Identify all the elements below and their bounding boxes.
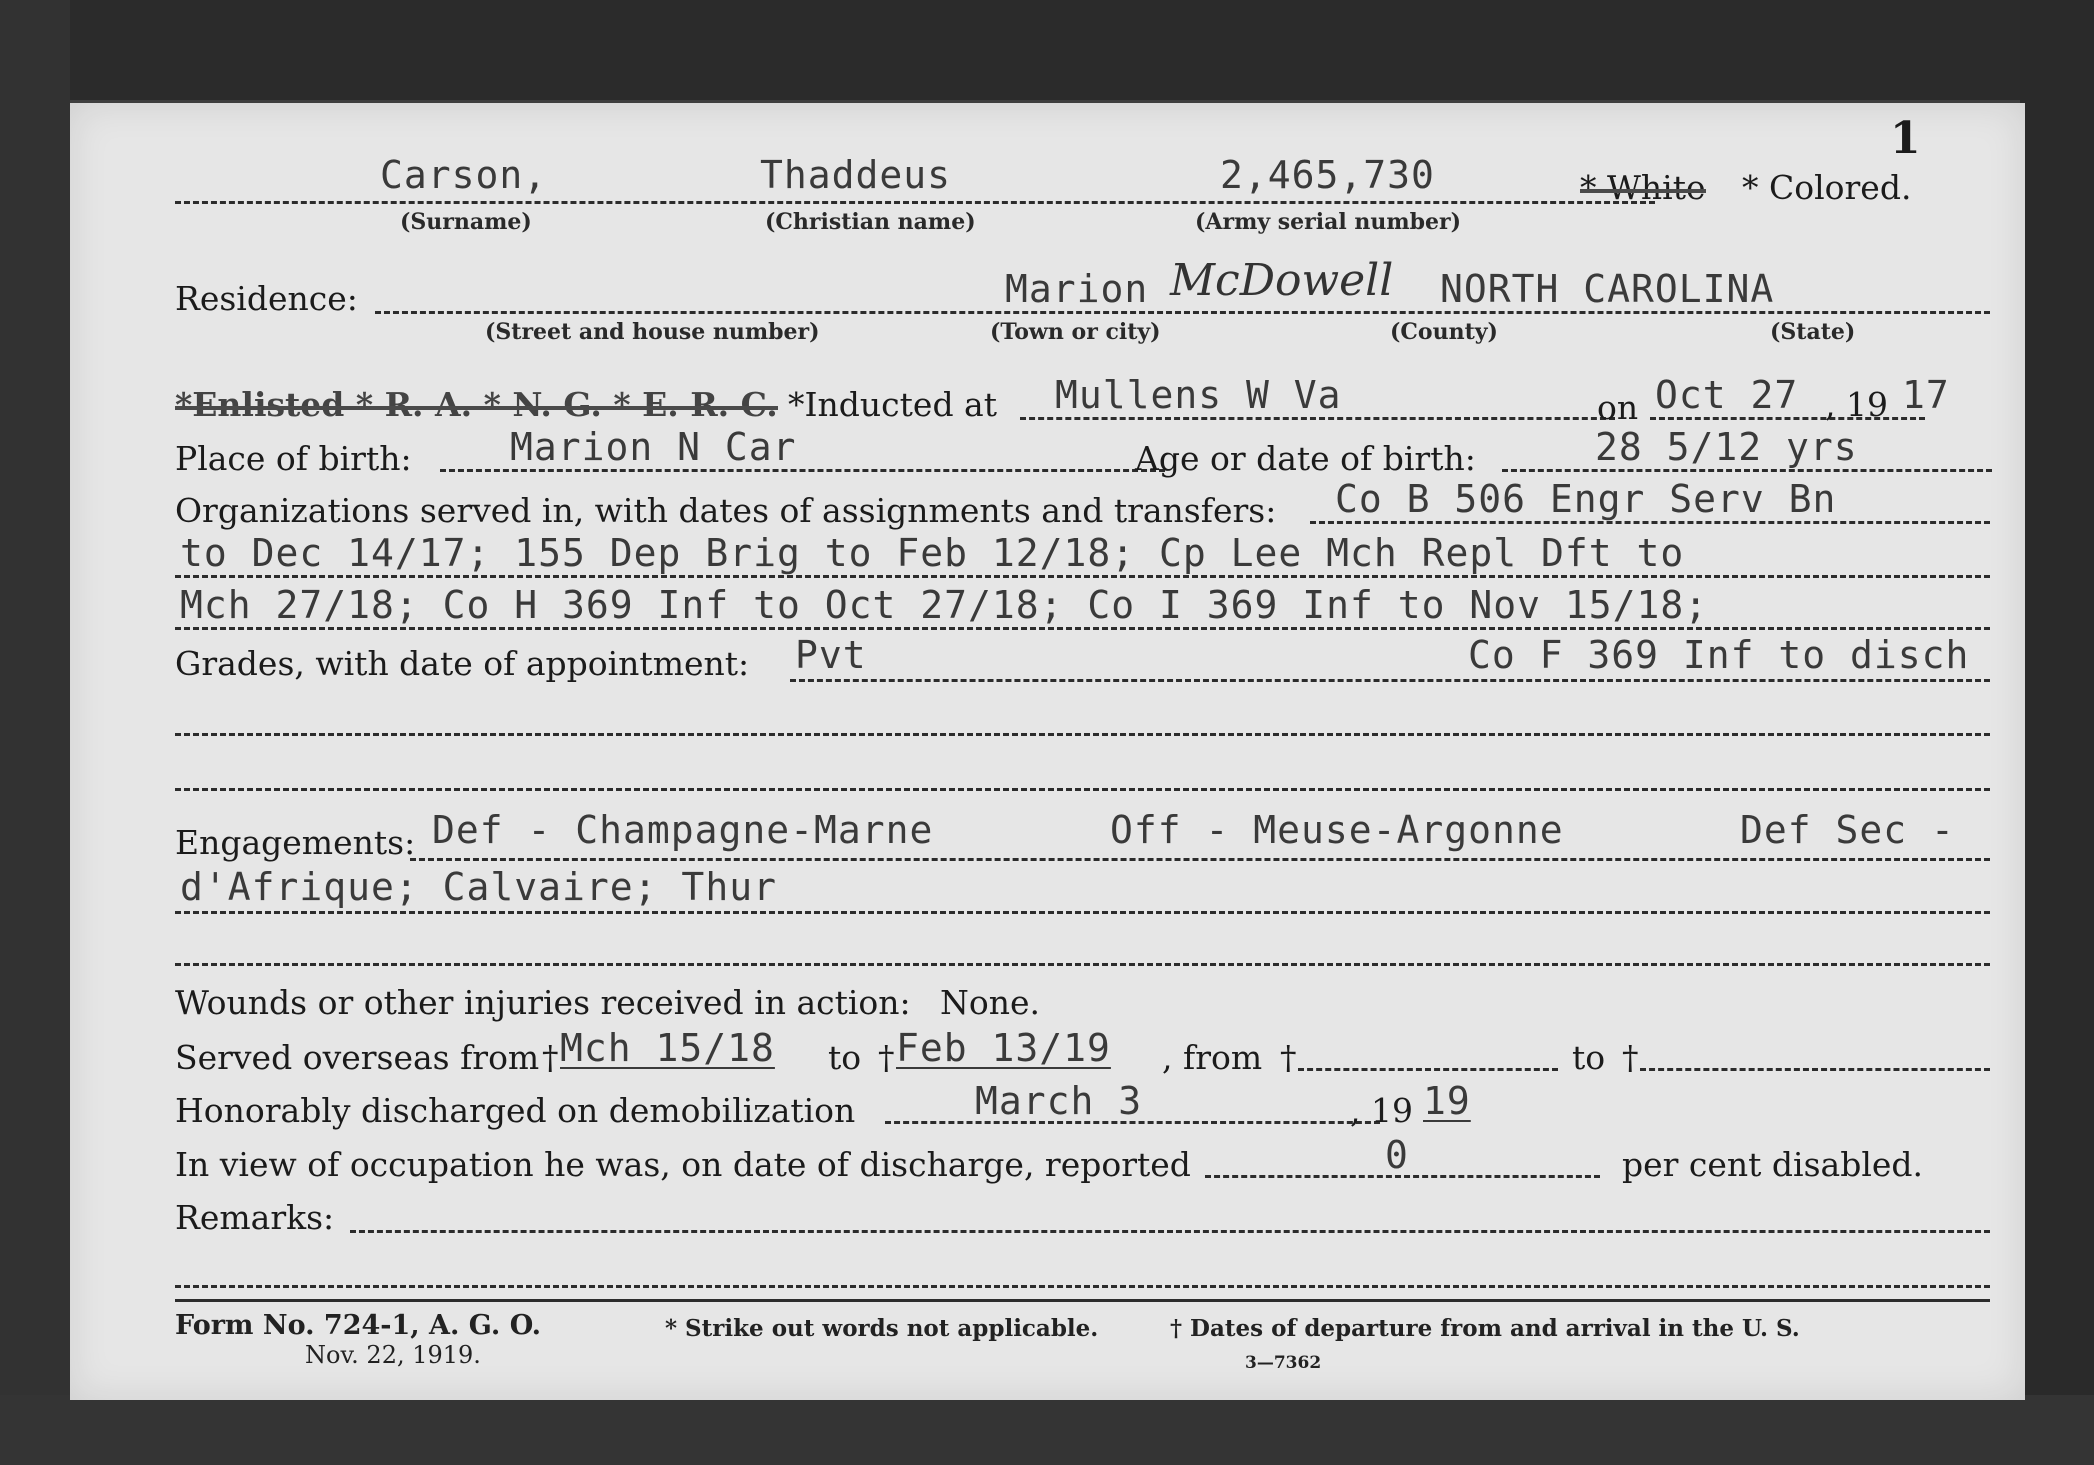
- age-value: 28 5/12 yrs: [1595, 425, 1858, 469]
- organizations-line-1: [1310, 521, 1990, 524]
- overseas-label: Served overseas from: [175, 1038, 540, 1077]
- organizations-label: Organizations served in, with dates of assignments and transfers:: [175, 491, 1277, 530]
- dagger-1: †: [542, 1038, 559, 1077]
- discharge-year: 19: [1423, 1079, 1471, 1123]
- caption-serial-number: (Army serial number): [1195, 209, 1462, 235]
- surname: Carson,: [380, 153, 548, 197]
- organizations-line-1-text: Co B 506 Engr Serv Bn: [1335, 477, 1837, 521]
- footnote-dates: † Dates of departure from and arrival in the U. S.: [1170, 1315, 1800, 1342]
- organizations-line-4-text: Co F 369 Inf to disch: [1468, 633, 1970, 677]
- residence-state: NORTH CAROLINA: [1440, 267, 1775, 311]
- grades-value: Pvt: [795, 633, 867, 677]
- place-of-birth-line: [440, 469, 1165, 472]
- discharge-date: March 3: [975, 1079, 1143, 1123]
- inducted-label: *Inducted at: [788, 385, 997, 424]
- engagement-3: Def Sec -: [1740, 808, 1955, 852]
- scan-frame-left: [0, 0, 70, 1465]
- caption-christian-name: (Christian name): [765, 209, 976, 235]
- scan-frame-top: [0, 0, 2094, 100]
- residence-town: Marion: [1005, 267, 1149, 311]
- inducted-date: Oct 27: [1655, 373, 1799, 417]
- disability-label: In view of occupation he was, on date of discharge, reported: [175, 1145, 1191, 1184]
- footer-rule: [175, 1299, 1990, 1302]
- overseas-to-line-2: [1640, 1068, 1990, 1071]
- inducted-line: [1020, 417, 1615, 420]
- engagements-line-2-text: d'Afrique; Calvaire; Thur: [180, 865, 777, 909]
- remarks-label: Remarks:: [175, 1198, 335, 1237]
- footnote-strike: * Strike out words not applicable.: [665, 1315, 1099, 1342]
- enlisted-options-struck: *Enlisted * R. A. * N. G. * E. R. C.: [175, 385, 778, 424]
- remarks-line-2: [175, 1285, 1990, 1288]
- age-line: [1502, 469, 1992, 472]
- engagements-line-2: [175, 911, 1990, 914]
- caption-state: (State): [1770, 319, 1856, 345]
- grades-line: [790, 679, 1990, 682]
- name-line: [175, 201, 1655, 204]
- engagements-line-3: [175, 963, 1990, 966]
- wounds-label: Wounds or other injuries received in action:: [175, 983, 911, 1022]
- discharge-label: Honorably discharged on demobilization: [175, 1091, 856, 1130]
- overseas-to-label: to: [828, 1038, 862, 1077]
- scan-frame-right: [2020, 0, 2094, 1465]
- caption-county: (County): [1390, 319, 1498, 345]
- residence-county-handwritten: McDowell: [1170, 255, 1394, 306]
- remarks-line-1: [350, 1230, 1990, 1233]
- residence-line: [375, 311, 1990, 314]
- caption-street: (Street and house number): [485, 319, 820, 345]
- organizations-line-3-text: Mch 27/18; Co H 369 Inf to Oct 27/18; Co I 369 Inf to Nov 15/18;: [180, 583, 1709, 627]
- organizations-line-2: [175, 575, 1990, 578]
- wounds-value: None.: [940, 983, 1041, 1022]
- overseas-to-date: Feb 13/19: [896, 1026, 1111, 1070]
- scan-frame-bottom: [0, 1395, 2094, 1465]
- caption-town: (Town or city): [990, 319, 1161, 345]
- residence-label: Residence:: [175, 279, 358, 318]
- disability-value: 0: [1385, 1133, 1409, 1177]
- service-record-card: [70, 103, 2025, 1400]
- age-label: Age or date of birth:: [1135, 439, 1476, 478]
- inducted-year-suffix: 17: [1902, 373, 1950, 417]
- overseas-from-label-2: , from: [1162, 1038, 1263, 1077]
- blank-line-2: [175, 788, 1990, 791]
- discharge-year-prefix: , 19: [1350, 1091, 1413, 1130]
- organizations-line-2-text: to Dec 14/17; 155 Dep Brig to Feb 12/18; Cp Lee Mch Repl Dft to: [180, 531, 1685, 575]
- place-of-birth-label: Place of birth:: [175, 439, 412, 478]
- print-code: 3—7362: [1245, 1353, 1322, 1373]
- card-number: 1: [1890, 113, 1921, 164]
- engagements-line-1: [410, 858, 1990, 861]
- race-colored: * Colored.: [1742, 168, 1912, 207]
- engagement-1: Def - Champagne-Marne: [432, 808, 934, 852]
- inducted-year-prefix: , 19: [1825, 385, 1888, 424]
- grades-label: Grades, with date of appointment:: [175, 644, 750, 683]
- organizations-line-3: [175, 627, 1990, 630]
- form-number: Form No. 724-1, A. G. O.: [175, 1310, 542, 1341]
- overseas-from-line-2: [1298, 1068, 1558, 1071]
- dagger-4: †: [1622, 1038, 1639, 1077]
- overseas-from-date: Mch 15/18: [560, 1026, 775, 1070]
- blank-line-1: [175, 733, 1990, 736]
- dagger-2: †: [878, 1038, 895, 1077]
- inducted-place: Mullens W Va: [1055, 373, 1342, 417]
- army-serial-number: 2,465,730: [1220, 153, 1435, 197]
- on-label: on: [1597, 388, 1639, 427]
- caption-surname: (Surname): [400, 209, 532, 235]
- christian-name: Thaddeus: [760, 153, 952, 197]
- disability-suffix: per cent disabled.: [1622, 1145, 1924, 1184]
- race-white-struck: * White: [1580, 168, 1706, 207]
- form-date: Nov. 22, 1919.: [305, 1341, 481, 1369]
- engagements-label: Engagements:: [175, 823, 416, 862]
- dagger-3: †: [1280, 1038, 1297, 1077]
- place-of-birth: Marion N Car: [510, 425, 797, 469]
- engagement-2: Off - Meuse-Argonne: [1110, 808, 1564, 852]
- overseas-to-label-2: to: [1572, 1038, 1606, 1077]
